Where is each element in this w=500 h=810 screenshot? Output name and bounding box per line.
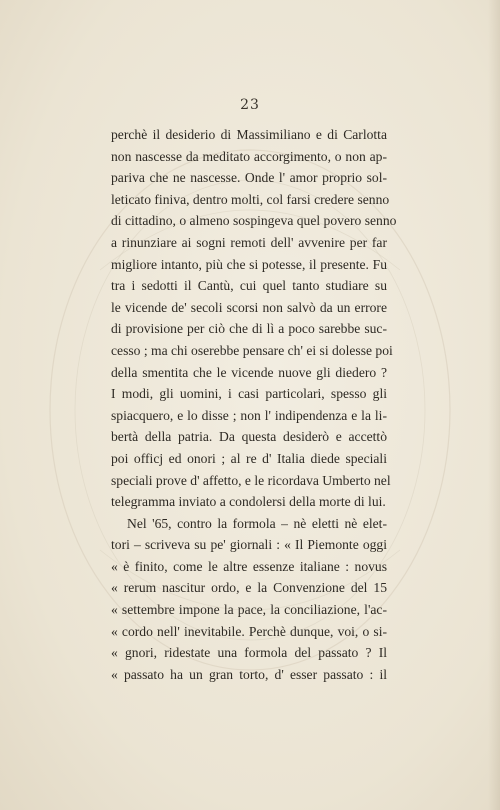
text-line: speciali prove d' affetto, e le ricordava Umberto nel bbox=[111, 472, 391, 488]
text-line: « cordo nell' inevitabile. Perchè dunque, voi, o si- bbox=[111, 623, 387, 639]
text-line: « è finito, come le altre essenze italiane : novus bbox=[111, 558, 387, 574]
page-number: 23 bbox=[240, 97, 260, 113]
text-line: « passato ha un gran torto, d' esser passato : il bbox=[111, 666, 387, 682]
text-line: a rinunziare ai sogni remoti dell' avvenire per far bbox=[111, 234, 387, 250]
text-line: di cittadino, o almeno sospingeva quel povero senno bbox=[111, 213, 397, 229]
text-line: poi officj ed onori ; al re d' Italia diede speciali bbox=[111, 450, 387, 466]
text-line: « settembre impone la pace, la conciliazione, l'ac- bbox=[111, 602, 387, 618]
text-line: « gnori, ridestate una formola del passato ? Il bbox=[111, 645, 387, 661]
page-edge-shadow bbox=[488, 0, 500, 810]
text-line: non nascesse da meditato accorgimento, o non ap- bbox=[111, 148, 387, 164]
text-line: migliore intanto, più che si potesse, il presente. Fu bbox=[111, 256, 387, 272]
text-line: della smentita che le vicende nuove gli diedero ? bbox=[111, 364, 387, 380]
text-line: spiacquero, e lo disse ; non l' indipendenza e la li- bbox=[111, 407, 387, 423]
text-line: pariva che ne nascesse. Onde l' amor proprio sol- bbox=[111, 170, 387, 186]
text-line: bertà della patria. Da questa desiderò e accettò bbox=[111, 429, 387, 445]
text-line: tra i sedotti il Cantù, cui quel tanto studiare su bbox=[111, 278, 387, 294]
text-line: cesso ; ma chi oserebbe pensare ch' ei si dolesse poi bbox=[111, 342, 393, 358]
text-line: di provisione per ciò che di lì a poco sarebbe suc- bbox=[111, 321, 387, 337]
text-line: Nel '65, contro la formola – nè eletti nè elet- bbox=[127, 515, 387, 531]
text-line: leticato finiva, dentro molti, col farsi credere senno bbox=[111, 191, 390, 207]
text-line: I modi, gli uomini, i casi particolari, spesso gli bbox=[111, 386, 387, 402]
text-line: le vicende de' secoli scorsi non salvò da un errore bbox=[111, 299, 387, 315]
text-line: telegramma inviato a condolersi della morte di lui. bbox=[111, 494, 386, 510]
text-line: tori – scriveva su pe' giornali : « Il Piemonte oggi bbox=[111, 537, 387, 553]
body-text bbox=[111, 124, 397, 685]
text-line: « rerum nascitur ordo, e la Convenzione del 15 bbox=[111, 580, 387, 596]
text-line: perchè il desiderio di Massimiliano e di Carlotta bbox=[111, 127, 387, 142]
